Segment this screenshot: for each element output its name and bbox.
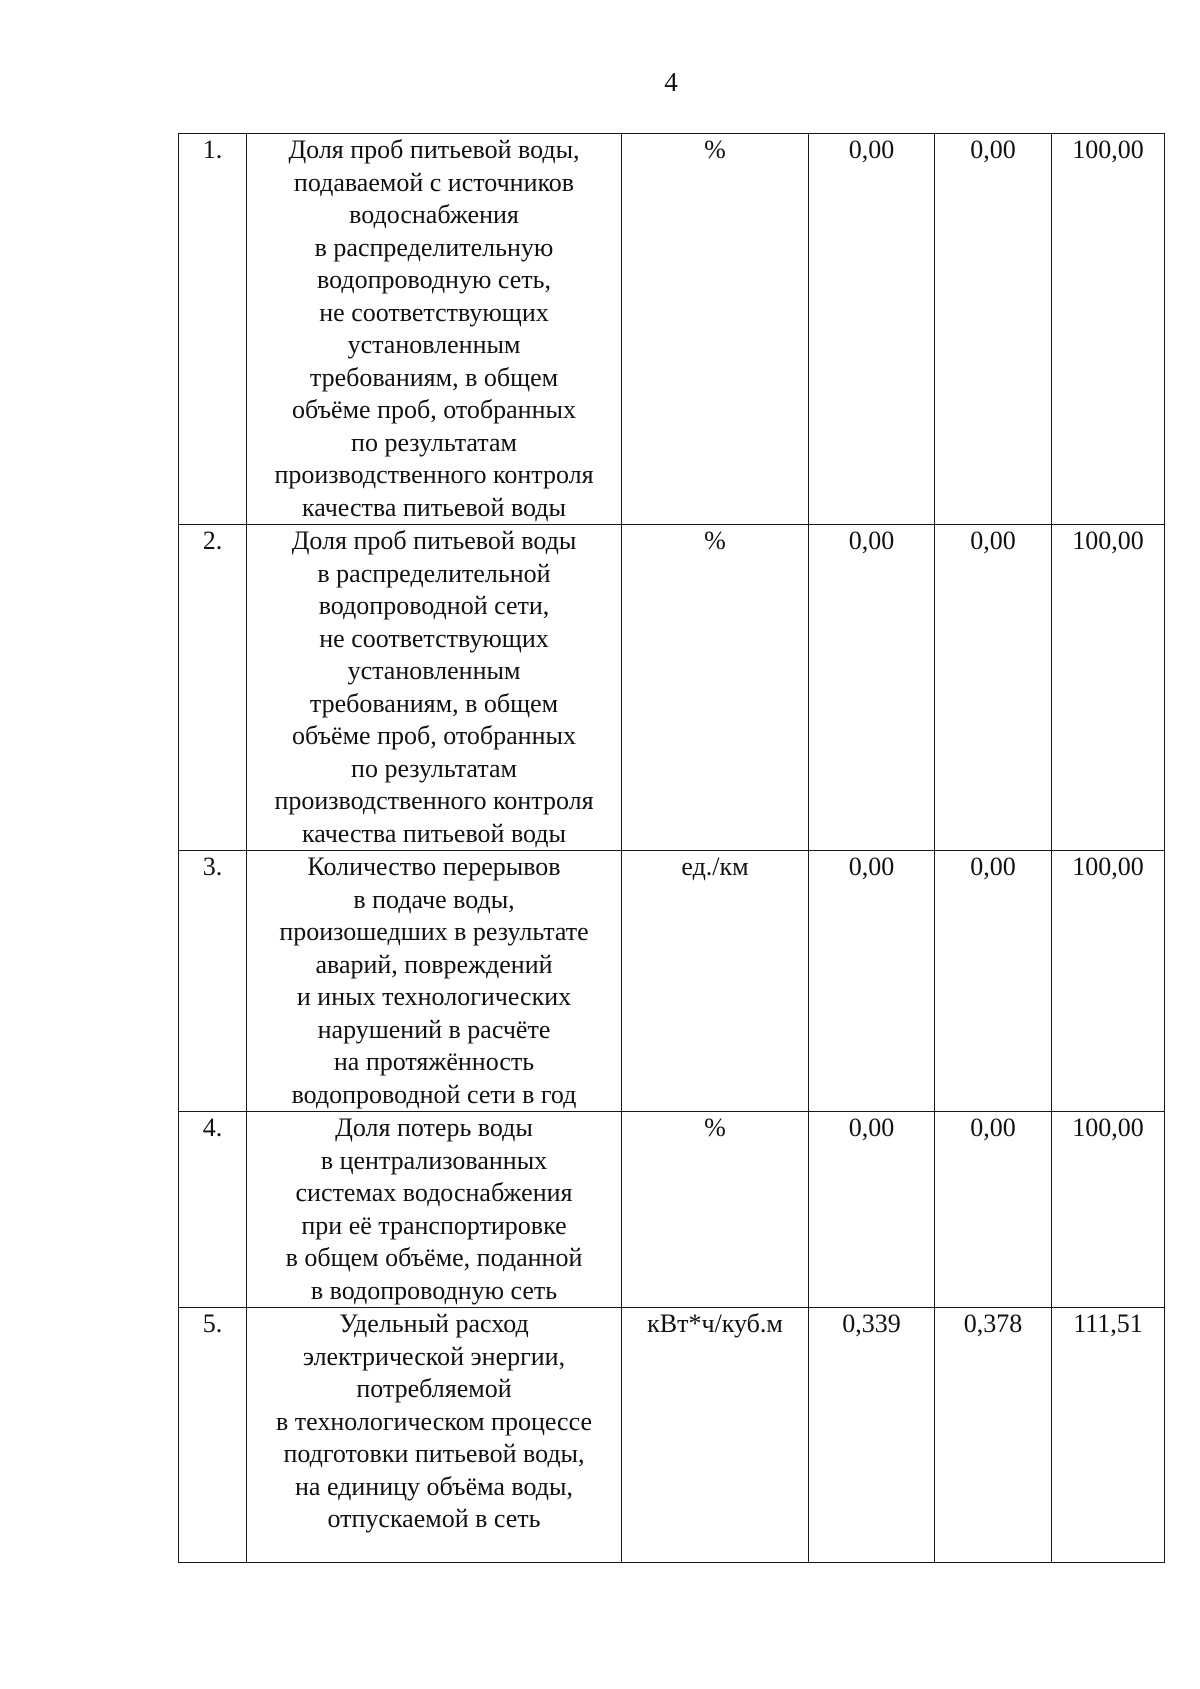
indicator-name-line: установленным <box>347 656 521 685</box>
indicator-name-line: требованиям, в общем <box>309 688 559 718</box>
indicator-name-line: не соответствующих <box>319 297 549 327</box>
indicator-name-line: отпускаемой в сеть <box>327 1504 541 1533</box>
page-number: 4 <box>664 67 678 97</box>
indicator-name-line: не соответствующих <box>319 623 549 653</box>
row-number-cell: 1. <box>179 134 247 525</box>
indicator-name-line: водопроводной сети в год <box>291 1079 577 1109</box>
indicator-name-line: объёме проб, отобранных <box>292 395 576 424</box>
value-2-cell: 0,00 <box>935 1112 1052 1308</box>
indicator-name-cell <box>247 525 622 851</box>
value-1-cell: 0,00 <box>809 134 935 525</box>
indicator-name-line: в подаче воды, <box>353 884 515 914</box>
indicator-name-line: требованиям, в общем <box>309 362 559 392</box>
value-1-cell: 0,00 <box>809 525 935 851</box>
unit-cell: % <box>622 525 809 851</box>
table-row <box>179 851 1165 1112</box>
value-1-cell: 0,339 <box>809 1308 935 1563</box>
table-row <box>179 134 1165 525</box>
indicator-name-line: по результатам <box>351 753 517 783</box>
indicator-name-line: установленным <box>347 330 521 359</box>
indicator-name-line: водопроводной сети, <box>318 591 550 620</box>
indicator-name-line: Доля проб питьевой воды, <box>288 135 580 164</box>
indicator-name-line: производственного контроля <box>274 460 594 489</box>
unit-cell: % <box>622 1112 809 1308</box>
table-body <box>179 134 1165 1563</box>
indicator-name-line: Количество перерывов <box>307 852 561 881</box>
indicator-name-line: произошедших в результате <box>279 917 589 946</box>
indicator-name-line: и иных технологических <box>296 982 572 1011</box>
indicator-name-line: Удельный расход <box>339 1309 529 1338</box>
indicator-name-cell <box>247 134 622 525</box>
indicator-name-line: на протяжённость <box>333 1047 535 1076</box>
indicators-table <box>178 133 1165 1563</box>
indicator-name-line: потребляемой <box>356 1374 512 1403</box>
indicator-name-line: Доля потерь воды <box>335 1113 533 1142</box>
row-number-cell: 3. <box>179 851 247 1112</box>
value-1-cell: 0,00 <box>809 851 935 1112</box>
indicator-name-line: в общем объёме, поданной <box>285 1243 583 1272</box>
unit-cell: кВт*ч/куб.м <box>622 1308 809 1563</box>
indicator-name-line: производственного контроля <box>274 786 594 815</box>
table-row <box>179 1112 1165 1308</box>
indicator-name-line: аварий, повреждений <box>315 949 553 979</box>
indicator-name-line: в централизованных <box>320 1145 548 1175</box>
indicator-name-line: в распределительной <box>317 558 551 588</box>
indicator-name-line: при её транспортировке <box>301 1210 567 1240</box>
indicator-name-cell <box>247 851 622 1112</box>
indicator-name-line: электрической энергии, <box>302 1341 566 1371</box>
row-number-cell: 4. <box>179 1112 247 1308</box>
indicator-name-cell <box>247 1112 622 1308</box>
indicator-name-line: водоснабжения <box>349 200 519 229</box>
indicator-name-line: объёме проб, отобранных <box>292 721 576 750</box>
indicator-name-line: водопроводную сеть, <box>316 265 552 294</box>
indicator-name-line: качества питьевой воды <box>301 818 567 848</box>
value-2-cell: 0,00 <box>935 525 1052 851</box>
indicator-name-line: в технологическом процессе <box>276 1406 592 1436</box>
indicator-name-line: на единицу объёма воды, <box>295 1471 573 1501</box>
unit-cell: % <box>622 134 809 525</box>
value-2-cell: 0,00 <box>935 134 1052 525</box>
row-number-cell: 2. <box>179 525 247 851</box>
value-2-cell: 0,00 <box>935 851 1052 1112</box>
indicator-name-line: по результатам <box>351 427 517 457</box>
unit-cell: ед./км <box>622 851 809 1112</box>
indicator-name-line: в водопроводную сеть <box>310 1275 558 1305</box>
value-1-cell: 0,00 <box>809 1112 935 1308</box>
value-3-cell: 100,00 <box>1052 525 1165 851</box>
indicator-name-line: нарушений в расчёте <box>317 1014 551 1044</box>
value-3-cell: 100,00 <box>1052 1112 1165 1308</box>
indicator-name-line: в распределительную <box>314 232 554 262</box>
table-row <box>179 525 1165 851</box>
table-row <box>179 1308 1165 1563</box>
indicator-name-line: подготовки питьевой воды, <box>283 1439 585 1468</box>
value-3-cell: 111,51 <box>1052 1308 1165 1563</box>
indicator-name-line: качества питьевой воды <box>301 492 567 522</box>
value-3-cell: 100,00 <box>1052 134 1165 525</box>
value-3-cell: 100,00 <box>1052 851 1165 1112</box>
indicator-name-cell <box>247 1308 622 1563</box>
value-2-cell: 0,378 <box>935 1308 1052 1563</box>
indicator-name-line: подаваемой с источников <box>293 167 575 197</box>
row-number-cell: 5. <box>179 1308 247 1563</box>
indicator-name-line: системах водоснабжения <box>295 1178 573 1207</box>
indicator-name-line: Доля проб питьевой воды <box>291 526 577 555</box>
